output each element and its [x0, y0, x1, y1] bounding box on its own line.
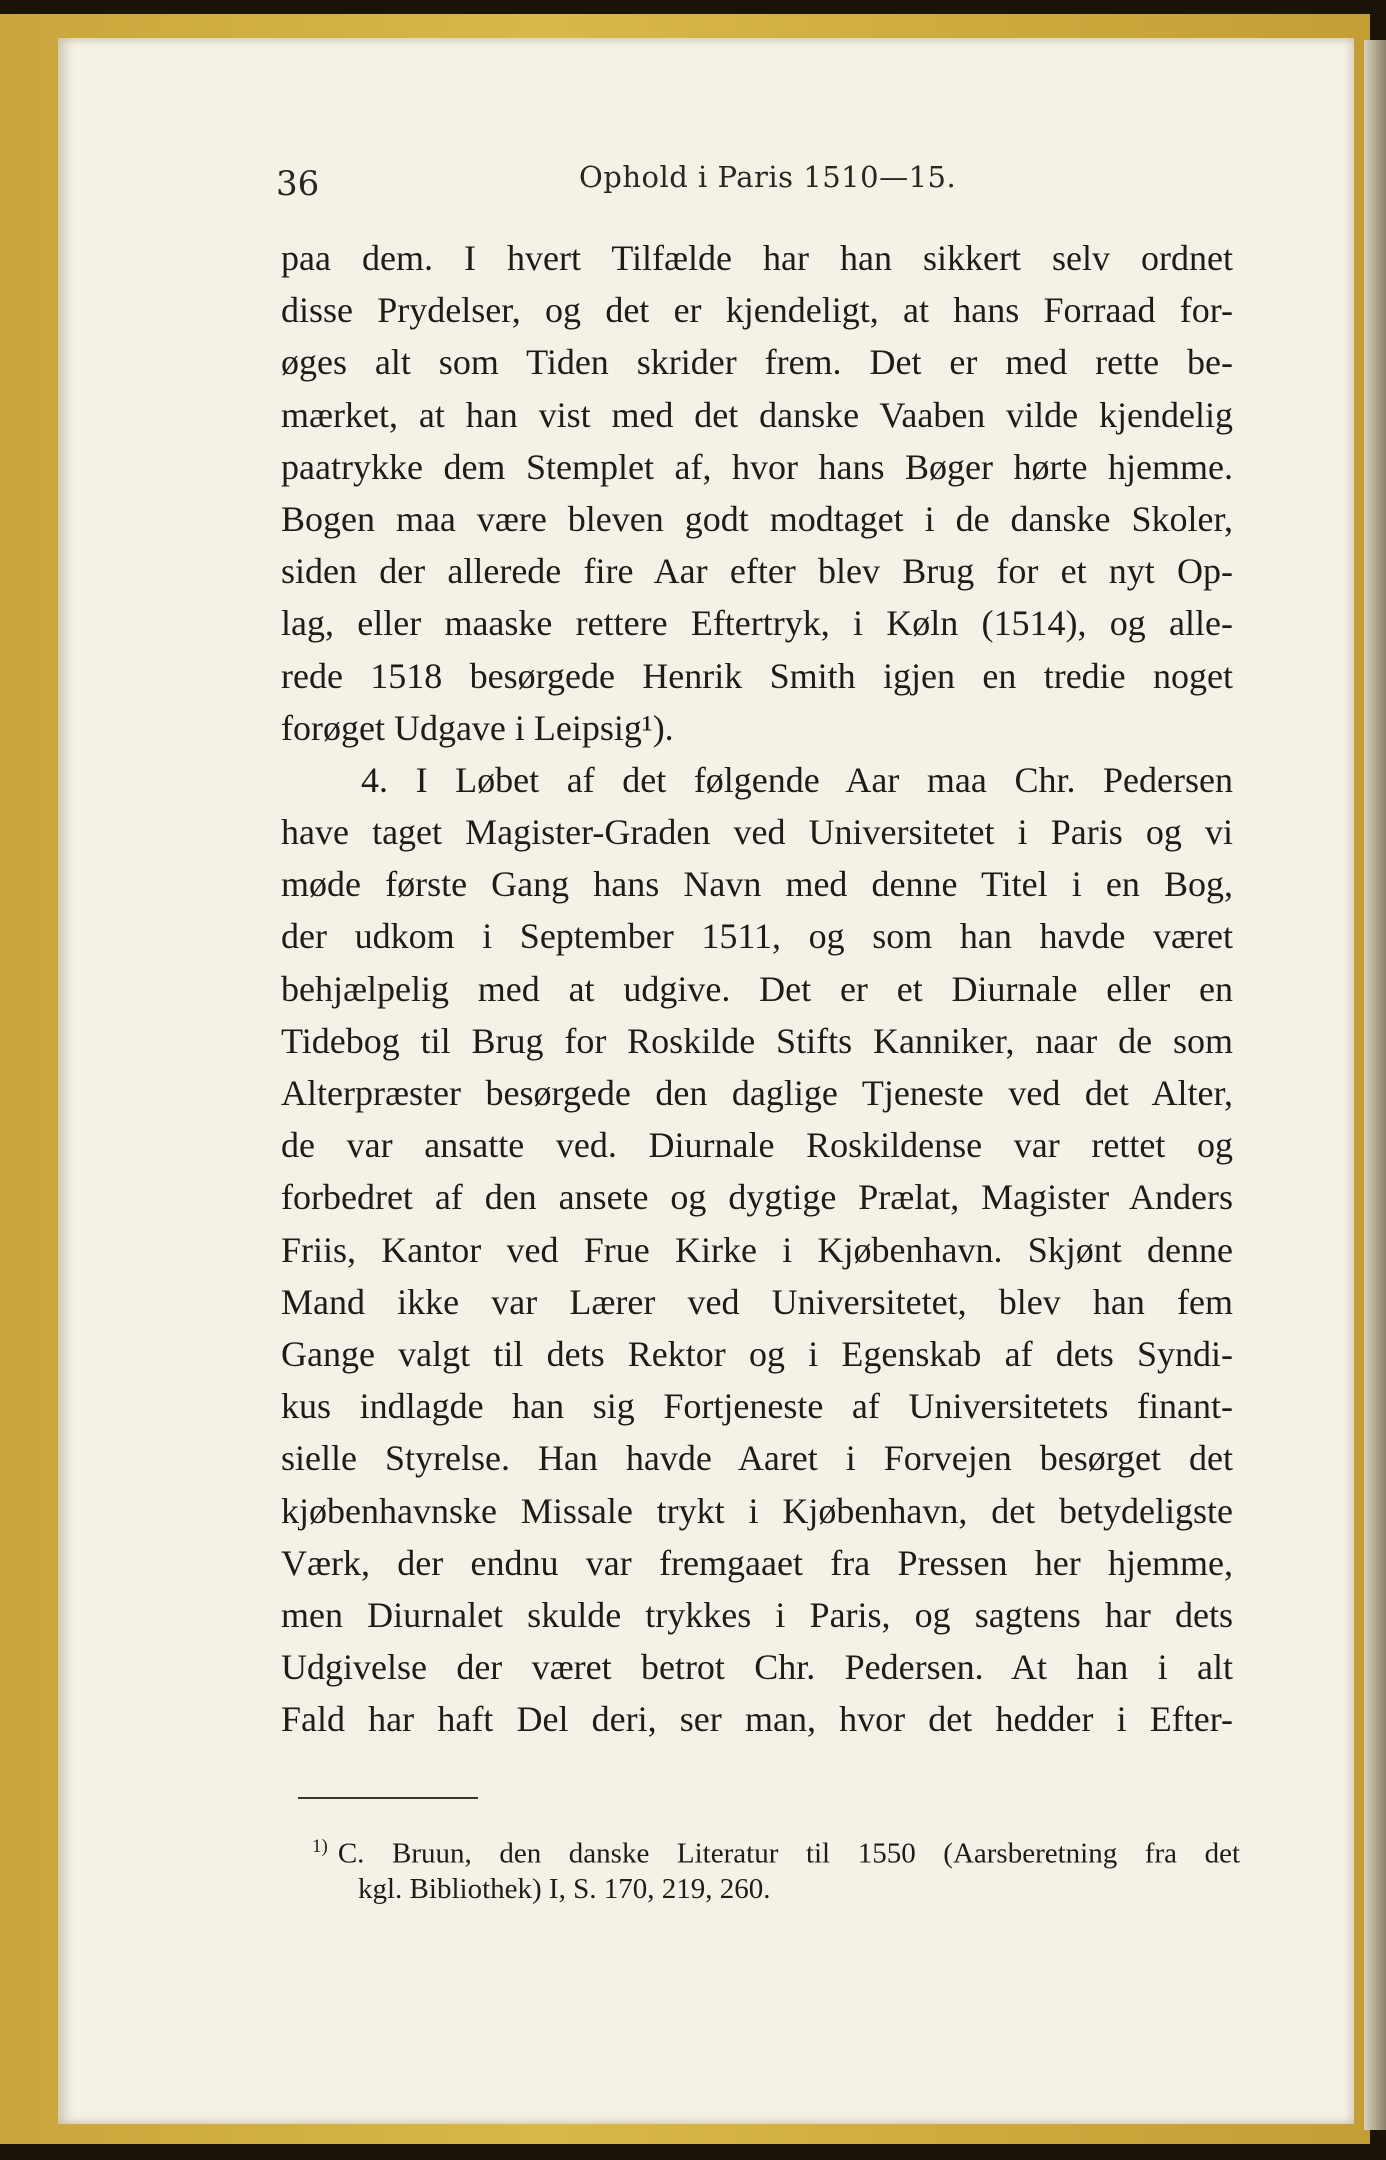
text-line: lag, eller maaske rettere Eftertryk, i Køln (1514), og alle- — [281, 603, 1233, 644]
text-line: kus indlagde han sig Fortjeneste af Universitetets finant- — [281, 1386, 1233, 1427]
text-line: sielle Styrelse. Han havde Aaret i Forvejen besørget det — [281, 1438, 1233, 1479]
text-line: Gange valgt til dets Rektor og i Egenskab af dets Syndi- — [281, 1333, 1233, 1374]
text-line: men Diurnalet skulde trykkes i Paris, og sagtens har dets — [281, 1594, 1233, 1635]
text-line: de var ansatte ved. Diurnale Roskildense var rettet og — [281, 1125, 1233, 1166]
text-line: paatrykke dem Stemplet af, hvor hans Bøger hørte hjemme. — [281, 446, 1233, 487]
running-title: Ophold i Paris 1510—15. — [579, 160, 957, 194]
text-line: forbedret af den ansete og dygtige Prælat, Magister Anders — [281, 1177, 1233, 1218]
text-line: øges alt som Tiden skrider frem. Det er med rette be- — [281, 342, 1233, 383]
text-line: rede 1518 besørgede Henrik Smith igjen en tredie noget — [281, 655, 1233, 696]
text-line: forøget Udgave i Leipsig¹). — [281, 707, 674, 748]
text-line: Udgivelse der været betrot Chr. Pedersen. At han i alt — [281, 1647, 1233, 1688]
footnote-marker: 1) — [312, 1836, 328, 1857]
text-line: Tidebog til Brug for Roskilde Stifts Kanniker, naar de som — [281, 1020, 1233, 1061]
text-line: der udkom i September 1511, og som han havde været — [281, 916, 1233, 957]
page-header — [276, 160, 1236, 210]
paragraph-start-line: 4. I Løbet af det følgende Aar maa Chr. Pedersen — [361, 759, 1233, 800]
page-number: 36 — [276, 164, 320, 204]
text-line: siden der allerede fire Aar efter blev Brug for et nyt Op- — [281, 551, 1233, 592]
footnotes — [312, 1826, 1240, 1910]
text-line: mærket, at han vist med det danske Vaaben vilde kjendelig — [281, 394, 1233, 435]
page-edge-right — [1364, 40, 1386, 2130]
text-line: paa dem. I hvert Tilfælde har han sikkert selv ordnet — [281, 238, 1233, 278]
text-line: Fald har haft Del deri, ser man, hvor det hedder i Efter- — [281, 1699, 1233, 1740]
text-line: have taget Magister-Graden ved Universitetet i Paris og vi — [281, 812, 1233, 853]
text-line: møde første Gang hans Navn med denne Titel i en Bog, — [281, 864, 1233, 905]
body-text — [281, 232, 1233, 1745]
text-line: behjælpelig med at udgive. Det er et Diurnale eller en — [281, 968, 1233, 1009]
footnote — [312, 1826, 1240, 1910]
footnote-divider — [298, 1797, 478, 1799]
text-line: kjøbenhavnske Missale trykt i Kjøbenhavn, det betydeligste — [281, 1490, 1233, 1531]
text-line: Friis, Kantor ved Frue Kirke i Kjøbenhavn. Skjønt denne — [281, 1229, 1233, 1270]
footnote-text: C. Bruun, den danske Literatur til 1550 (Aarsberetning fra det — [337, 1837, 1240, 1870]
text-line: Værk, der endnu var fremgaaet fra Pressen her hjemme, — [281, 1542, 1233, 1583]
text-line: Bogen maa være bleven godt modtaget i de danske Skoler, — [281, 498, 1233, 539]
footnote-line: kgl. Bibliothek) I, S. 170, 219, 260. — [358, 1873, 771, 1905]
footnote-line — [312, 1826, 1240, 1868]
text-line: Mand ikke var Lærer ved Universitetet, blev han fem — [281, 1281, 1233, 1322]
text-line: disse Prydelser, og det er kjendeligt, at hans Forraad for- — [281, 290, 1233, 331]
text-line: Alterpræster besørgede den daglige Tjeneste ved det Alter, — [281, 1073, 1233, 1113]
